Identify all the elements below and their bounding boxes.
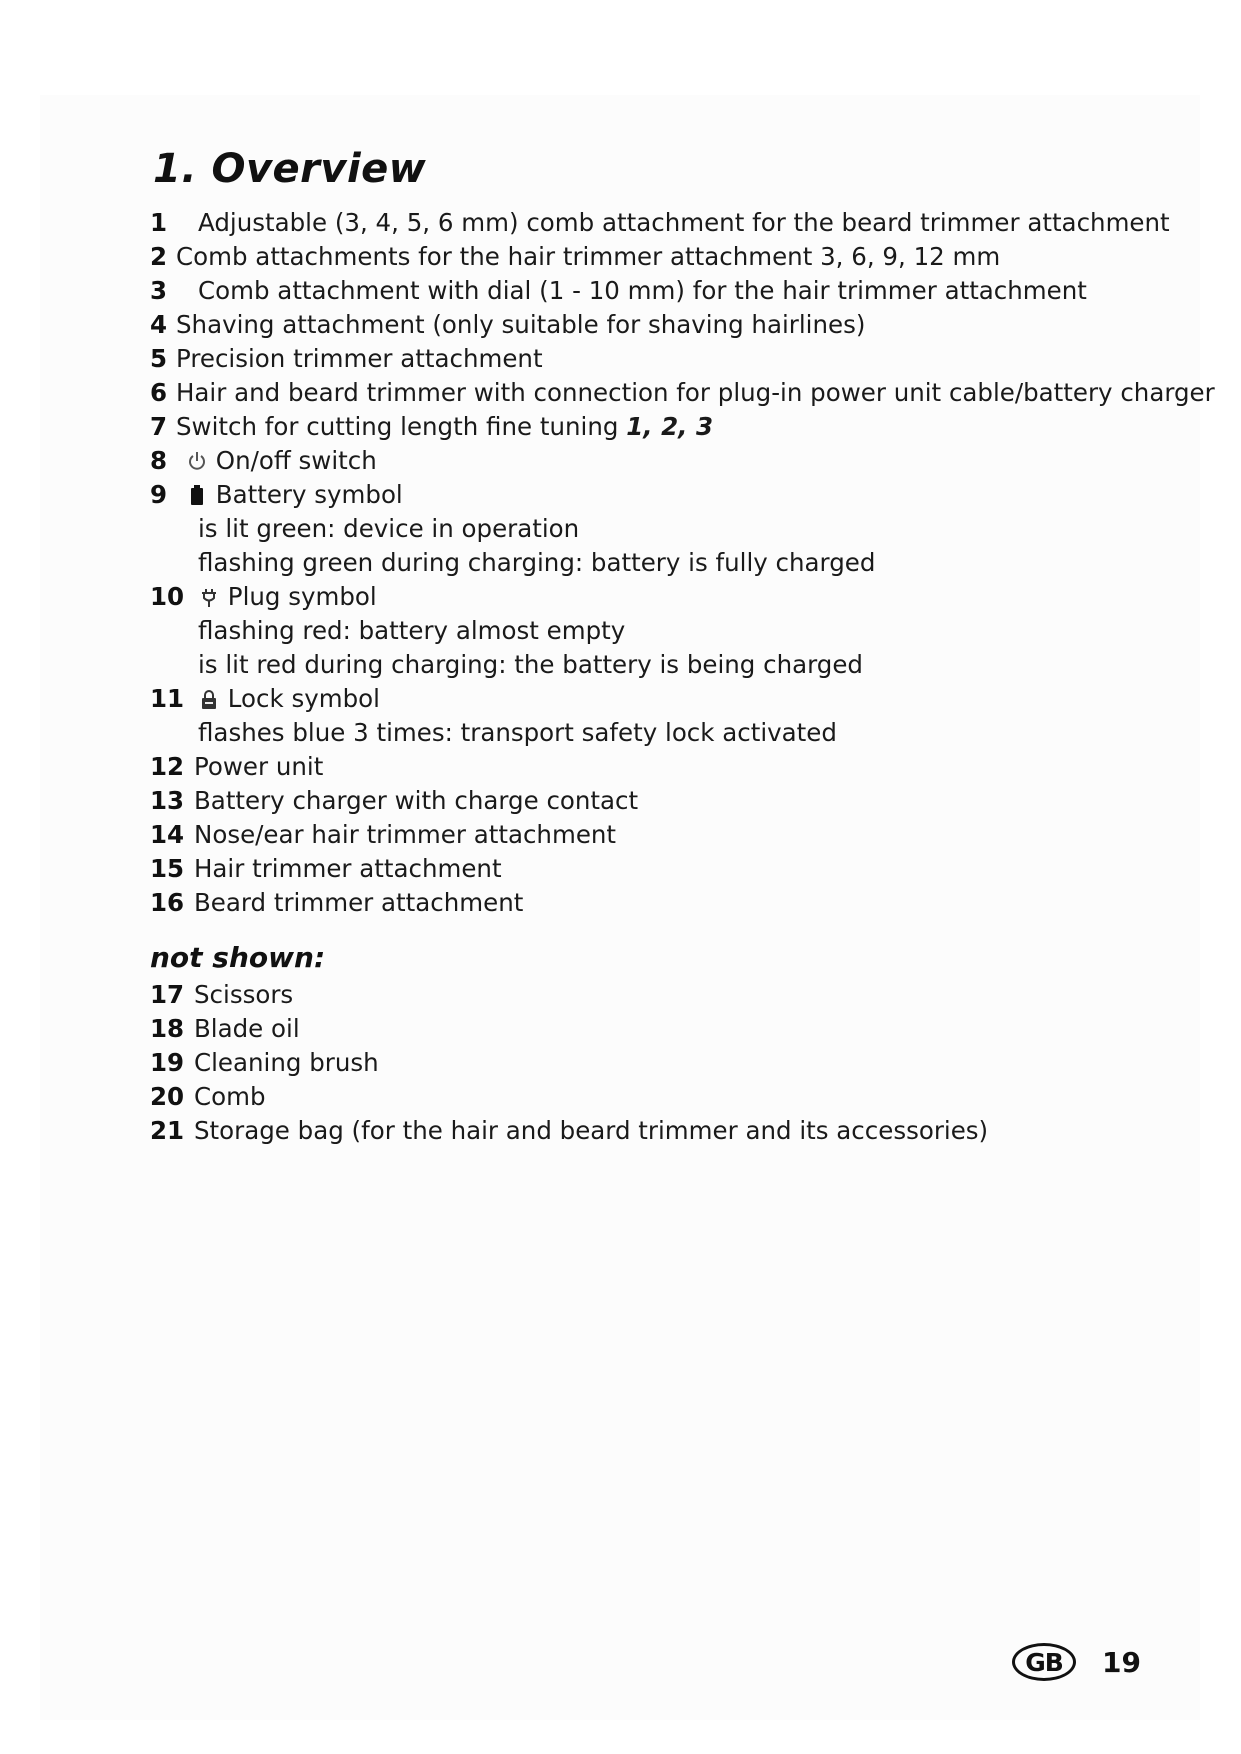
list-item: [150, 886, 1150, 920]
list-item: [150, 478, 1150, 512]
item-text: Shaving attachment (only suitable for shaving hairlines): [176, 310, 866, 339]
list-item: [150, 376, 1215, 410]
item-number: 20: [150, 1082, 185, 1111]
item-text: Adjustable (3, 4, 5, 6 mm) comb attachment for the beard trimmer attachment: [198, 208, 1170, 237]
item-text: Hair trimmer attachment: [194, 854, 502, 883]
item-number: 7: [150, 412, 168, 441]
item-number: 16: [150, 888, 185, 917]
list-subitem: is lit green: device in operation: [198, 514, 580, 543]
list-item: [150, 1114, 1150, 1148]
item-text: Plug symbol: [227, 582, 377, 611]
item-text: Nose/ear hair trimmer attachment: [194, 820, 617, 849]
item-text: Lock symbol: [227, 684, 380, 713]
item-number: 5: [150, 344, 168, 373]
item-number: 4: [150, 310, 168, 339]
list-item: [150, 852, 1150, 886]
item-text: Blade oil: [194, 1014, 300, 1043]
item-number: 12: [150, 752, 185, 781]
list-item: [150, 1046, 1150, 1080]
item-number: 21: [150, 1116, 185, 1145]
plug-icon: [199, 585, 219, 609]
list-item: [150, 978, 1150, 1012]
battery-icon: [187, 483, 207, 507]
page-title: 1. Overview: [153, 146, 427, 192]
power-icon: [187, 449, 207, 473]
item-text: On/off switch: [215, 446, 377, 475]
item-number: 17: [150, 980, 185, 1009]
item-text: Battery charger with charge contact: [194, 786, 639, 815]
item-text: Beard trimmer attachment: [194, 888, 524, 917]
overview-list: [150, 206, 1215, 1148]
not-shown-heading: not shown:: [150, 941, 326, 974]
list-item: [150, 308, 1150, 342]
list-item: [150, 784, 1150, 818]
list-item: [150, 240, 1150, 274]
item-number: 13: [150, 786, 185, 815]
list-item: [150, 1080, 1150, 1114]
list-item: [150, 682, 1150, 716]
list-item: [150, 410, 1150, 444]
list-item: [150, 750, 1150, 784]
lock-icon: [199, 687, 219, 711]
item-number: 1: [150, 208, 168, 237]
item-text: Scissors: [194, 980, 294, 1009]
list-item: [150, 342, 1150, 376]
item-number: 19: [150, 1048, 185, 1077]
item-text: Storage bag (for the hair and beard trimmer and its accessories): [194, 1116, 989, 1145]
item-number: 6: [150, 378, 168, 407]
item-text: Hair and beard trimmer with connection for plug-in power unit cable/battery charger: [176, 378, 1215, 407]
item-number: 8: [150, 446, 168, 475]
item-number: 18: [150, 1014, 185, 1043]
list-item: [150, 444, 1150, 478]
list-subitem: flashes blue 3 times: transport safety lock activated: [198, 718, 837, 747]
item-emphasis: 1, 2, 3: [626, 412, 714, 441]
item-number: 14: [150, 820, 185, 849]
item-number: 10: [150, 582, 185, 611]
item-number: 11: [150, 684, 185, 713]
item-number: 15: [150, 854, 185, 883]
item-text: Cleaning brush: [194, 1048, 379, 1077]
list-item: [150, 274, 1150, 308]
list-subitem: flashing green during charging: battery is fully charged: [198, 548, 876, 577]
item-text: Power unit: [194, 752, 324, 781]
item-number: 3: [150, 276, 168, 305]
list-subitem: is lit red during charging: the battery is being charged: [198, 650, 863, 679]
item-text: Switch for cutting length fine tuning: [176, 412, 619, 441]
item-text: Precision trimmer attachment: [176, 344, 543, 373]
list-item: [150, 580, 1150, 614]
list-item: [150, 1012, 1150, 1046]
page-number: 19: [1102, 1645, 1141, 1679]
item-text: Comb: [194, 1082, 266, 1111]
item-text: Battery symbol: [215, 480, 403, 509]
item-text: Comb attachment with dial (1 - 10 mm) for the hair trimmer attachment: [198, 276, 1087, 305]
list-item: [150, 818, 1150, 852]
page-footer: [1012, 1640, 1141, 1684]
list-item: [150, 206, 1170, 240]
item-number: 2: [150, 242, 168, 271]
country-badge: GB: [1012, 1643, 1076, 1681]
list-subitem: flashing red: battery almost empty: [198, 616, 626, 645]
item-text: Comb attachments for the hair trimmer attachment 3, 6, 9, 12 mm: [176, 242, 1001, 271]
item-number: 9: [150, 480, 168, 509]
